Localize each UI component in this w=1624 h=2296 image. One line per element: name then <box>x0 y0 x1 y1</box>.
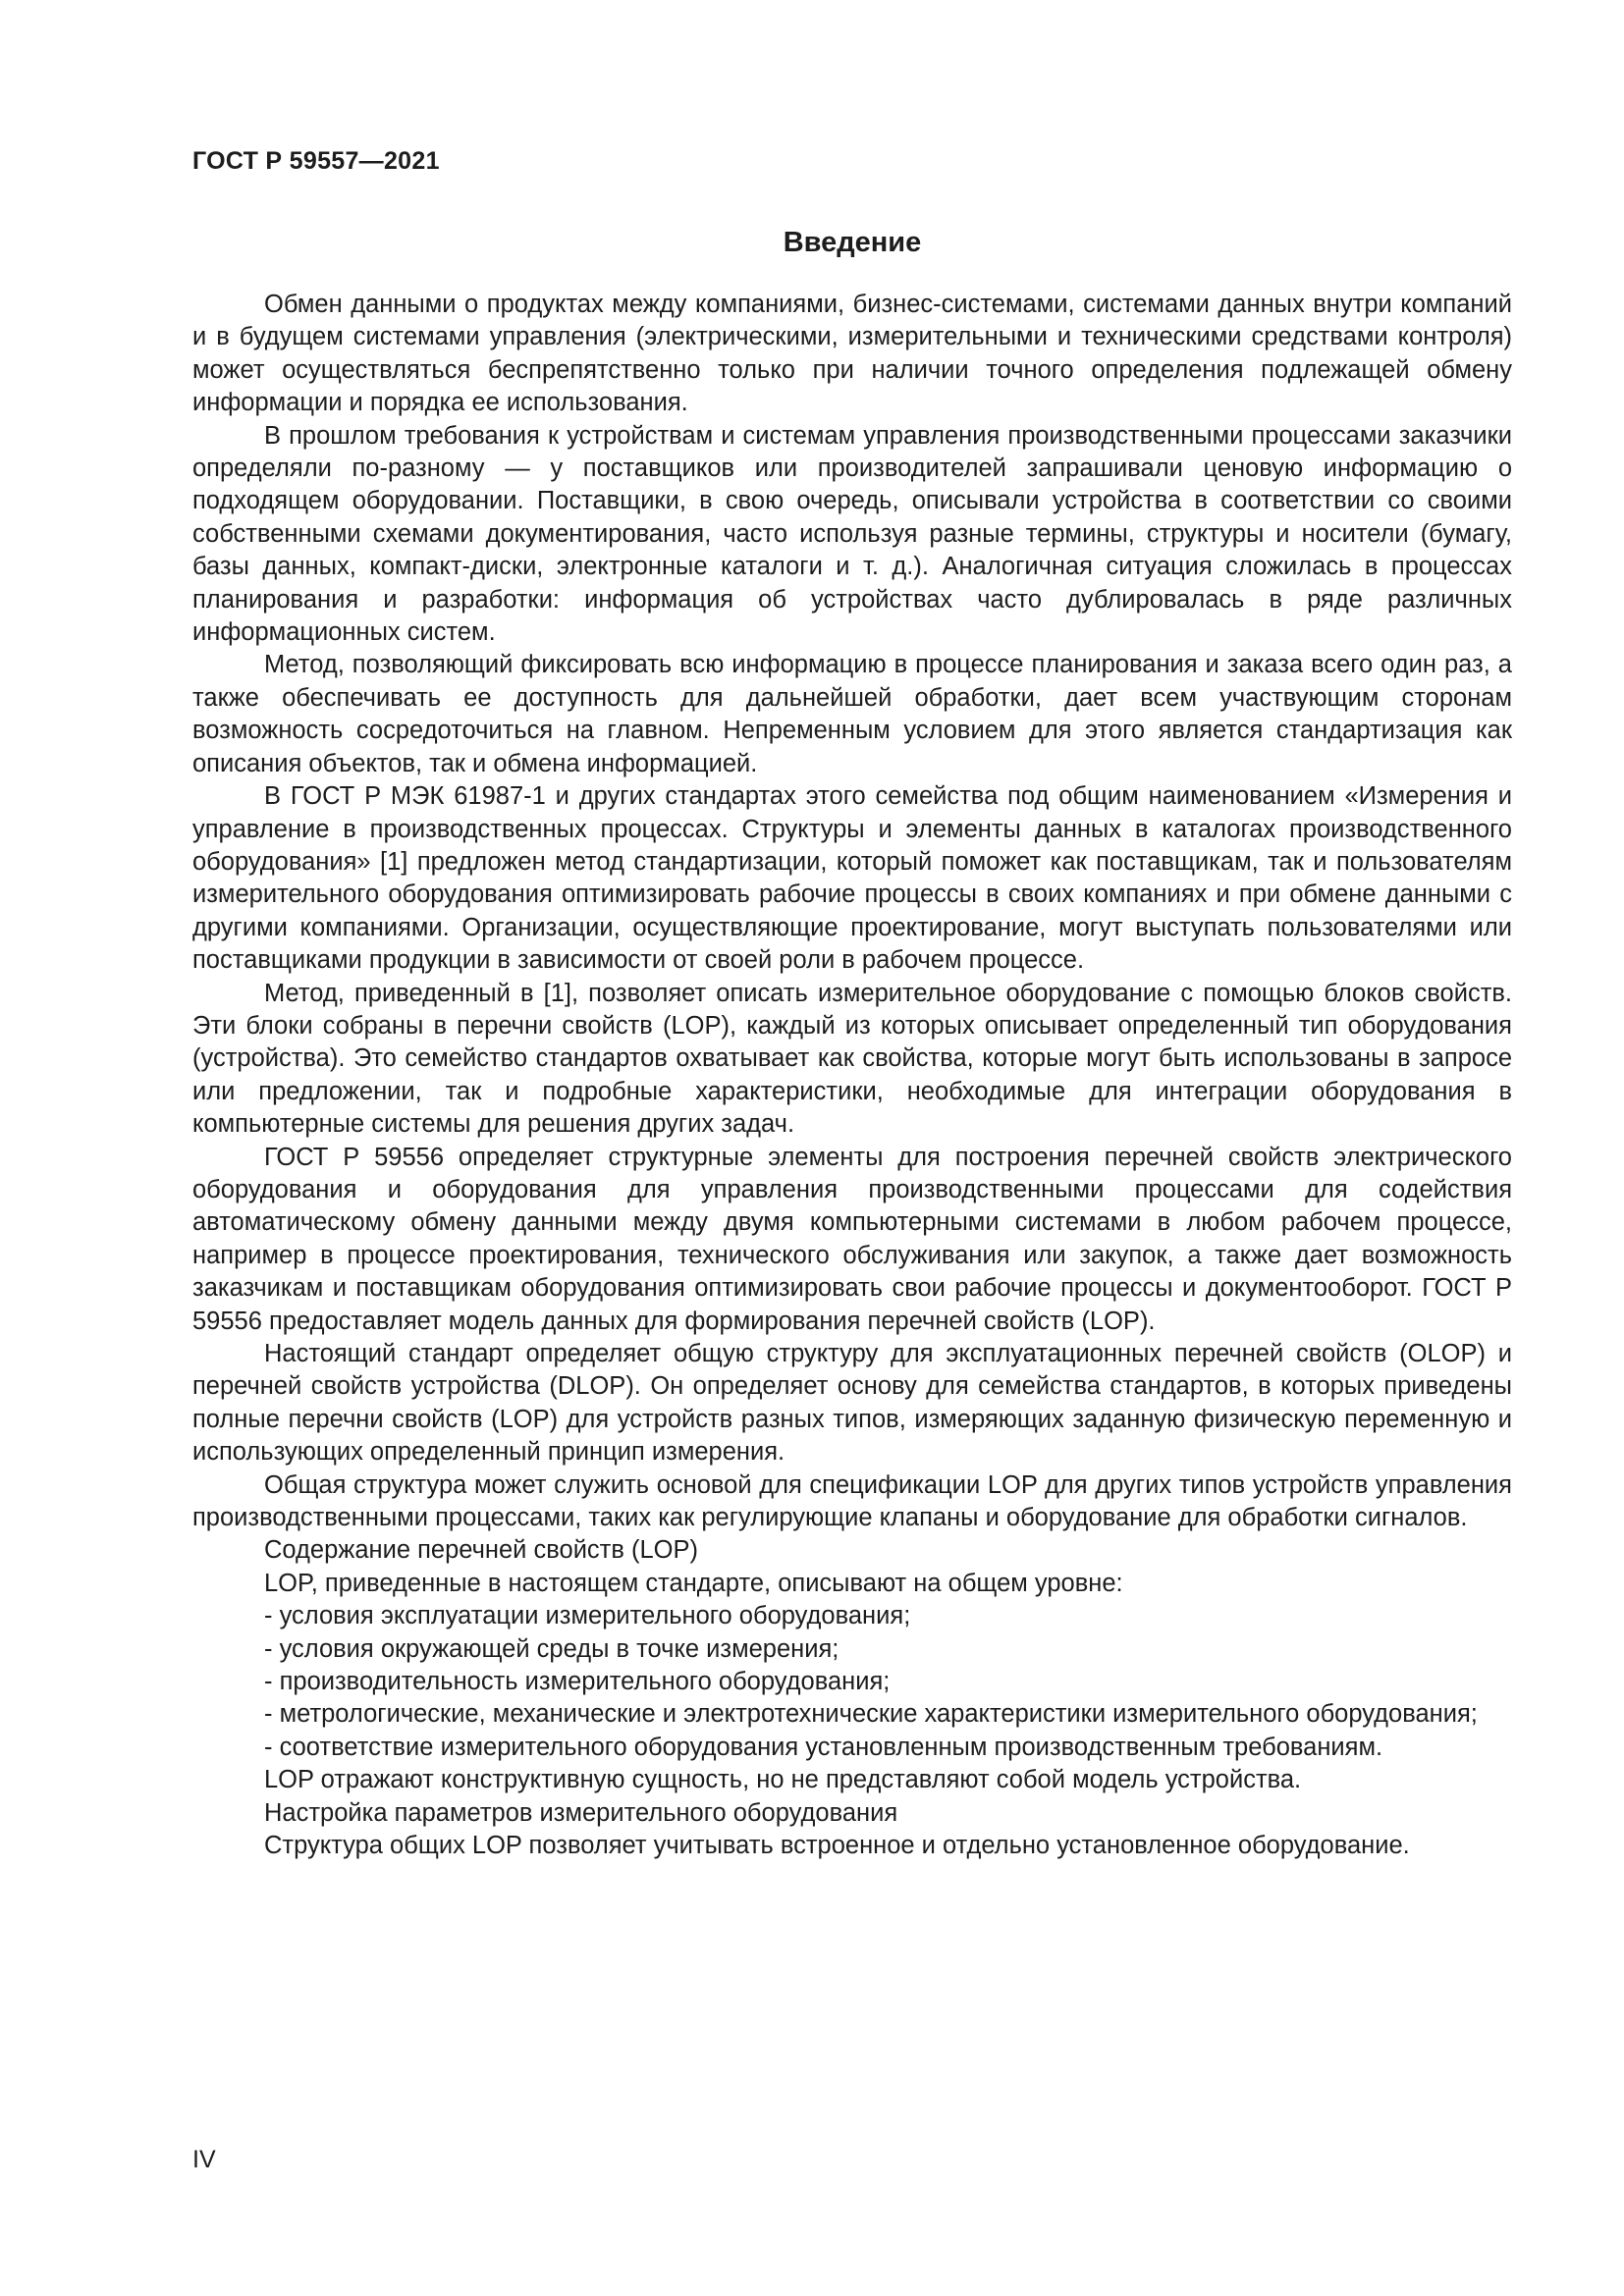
list-item: - соответствие измерительного оборудования установленным производственным требованиям. <box>264 1733 1383 1761</box>
page-number: IV <box>192 2146 216 2173</box>
paragraph: LOP отражают конструктивную сущность, но не представляют собой модель устройства. <box>264 1766 1302 1794</box>
list-item: - условия окружающей среды в точке измерения; <box>264 1634 839 1663</box>
paragraph: В прошлом требования к устройствам и системам управления производственными процессами заказчики определяли по-разному — у поставщиков или производителей запрашивали ценовую информацию о подходящем оборудовании. Поставщики, в свою очередь, описывали устройства в соответствии со своими собственными схемами документирования, часто используя разные термины, структуры и носители (бумагу, базы данных, компакт-диски, электронные каталоги и т. д.). Аналогичная ситуация сложилась в процессах планирования и разработки: информация об устройствах часто дублировалась в ряде различных информационных систем. <box>192 421 1512 647</box>
paragraph: ГОСТ Р 59556 определяет структурные элементы для построения перечней свойств электрического оборудования и оборудования для управления производственными процессами для содействия автоматическому обмену данными между двумя компьютерными системами в любом рабочем процессе, например в процессе проектирования, технического обслуживания или закупок, а также дает возможность заказчикам и поставщикам оборудования оптимизировать свои рабочие процессы и документооборот. ГОСТ Р 59556 предоставляет модель данных для формирования перечней свойств (LOP). <box>192 1143 1512 1335</box>
paragraph: Метод, позволяющий фиксировать всю информацию в процессе планирования и заказа всего один раз, а также обеспечивать ее доступность для дальнейшей обработки, дает всем участвующим сторонам возможность сосредоточиться на главном. Непременным условием для этого является стандартизация как описания объектов, так и обмена информацией. <box>192 651 1512 777</box>
paragraph: LOP, приведенные в настоящем стандарте, описывают на общем уровне: <box>264 1569 1123 1597</box>
paragraph: Общая структура может служить основой для спецификации LOP для других типов устройств управления производственными процессами, таких как регулирующие клапаны и оборудование для обработки сигналов. <box>192 1470 1512 1532</box>
paragraph: Структура общих LOP позволяет учитывать встроенное и отдельно установленное оборудование. <box>264 1832 1410 1860</box>
paragraph: Настоящий стандарт определяет общую структуру для эксплуатационных перечней свойств (OLOP) и перечней свойств устройства (DLOP). Он определяет основу для семейства стандартов, в которых приведены полные перечни свойств (LOP) для устройств разных типов, измеряющих заданную физическую переменную и использующих определенный принцип измерения. <box>192 1340 1512 1467</box>
section-title: Введение <box>783 227 922 258</box>
paragraph: Обмен данными о продуктах между компаниями, бизнес-системами, системами данных внутри компаний и в будущем системами управления (электрическими, измерительными и техническими средствами контроля) может осуществляться беспрепятственно только при наличии точного определения подлежащей обмену информации и порядка ее использования. <box>192 291 1512 417</box>
subheading: Настройка параметров измерительного оборудования <box>264 1798 898 1827</box>
document-header: ГОСТ Р 59557—2021 <box>192 147 440 175</box>
paragraph: Метод, приведенный в [1], позволяет описать измерительное оборудование с помощью блоков свойств. Эти блоки собраны в перечни свойств (LOP), каждый из которых описывает определенный тип оборудования (устройства). Это семейство стандартов охватывает как свойства, которые могут быть использованы в запросе или предложении, так и подробные характеристики, необходимые для интеграции оборудования в компьютерные системы для решения других задач. <box>192 979 1512 1139</box>
paragraph: В ГОСТ Р МЭК 61987-1 и других стандартах этого семейства под общим наименованием «Измерения и управление в производственных процессах. Структуры и элементы данных в каталогах производственного оборудования» [1] предложен метод стандартизации, который поможет как поставщикам, так и пользователям измерительного оборудования оптимизировать рабочие процессы в своих компаниях и при обмене данными с другими компаниями. Организации, осуществляющие проектирование, могут выступать пользователями или поставщиками продукции в зависимости от своей роли в рабочем процессе. <box>192 782 1512 975</box>
document-body <box>192 289 1512 1863</box>
list-item: - метрологические, механические и электротехнические характеристики измерительного оборудования; <box>264 1700 1478 1729</box>
subheading: Содержание перечней свойств (LOP) <box>264 1536 699 1565</box>
list-item: - производительность измерительного оборудования; <box>264 1668 891 1696</box>
list-item: - условия эксплуатации измерительного оборудования; <box>264 1602 911 1630</box>
